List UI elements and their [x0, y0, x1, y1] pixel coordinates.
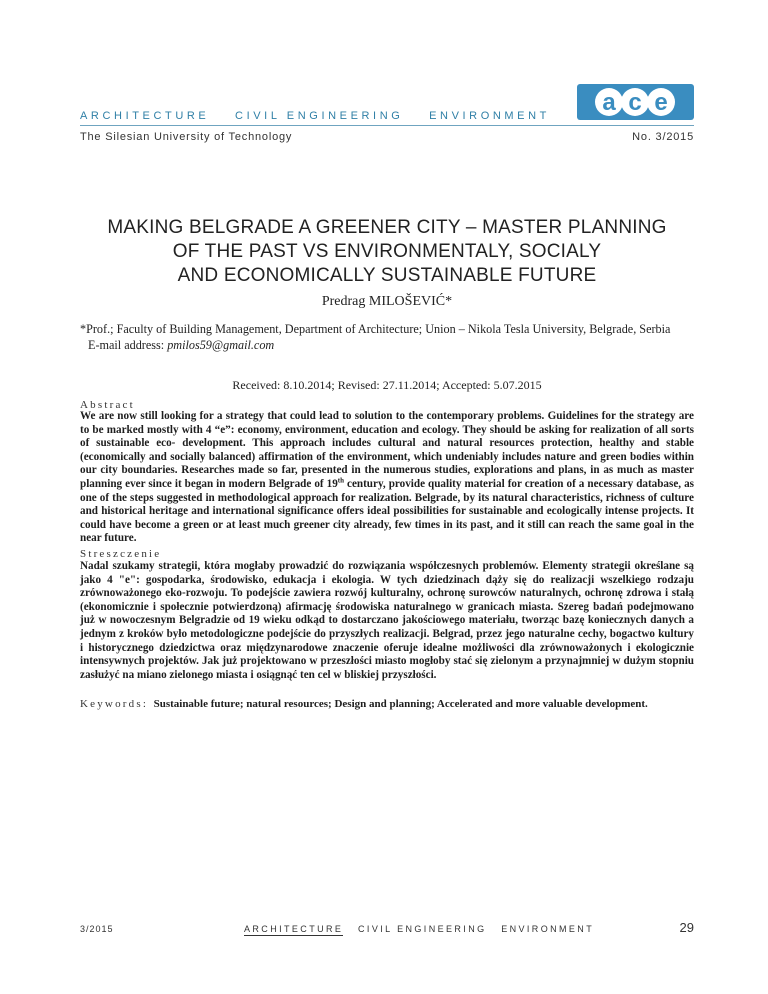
abstract-part-1: We are now still looking for a strategy that could lead to solution to the contemporary problems. Guidelines for the strategy are to be marked mostly with 4 “e”: economy, environment, education and ecology. They should be asking for realization of all sorts of sustainable eco- development. This approach includes cultural and natural resources protection, healthy and stable (economically and socially balanced) affirmation of the environment, which undeniably includes nature and green bodies within our city boundaries. Researches made so far, presented in the numerous studies, explorations and plans, in as much as master planning ever since it began in modern Belgrade of 19: [80, 410, 694, 490]
page-number: 29: [679, 920, 694, 935]
issue-number: No. 3/2015: [632, 131, 694, 143]
university-name: The Silesian University of Technology: [80, 131, 293, 143]
keywords-label: Keywords:: [80, 698, 149, 710]
footer-environment: ENVIRONMENT: [501, 924, 595, 934]
header-rule: [80, 125, 694, 126]
abstract-superscript: th: [337, 476, 344, 485]
email-line: [80, 337, 720, 353]
footer-issue: 3/2015: [80, 924, 114, 934]
footer-architecture: ARCHITECTURE: [244, 924, 344, 934]
keywords: [80, 698, 720, 710]
abstract-text: [80, 410, 694, 546]
affiliation-line: *Prof.; Faculty of Building Management, Department of Architecture; Union – Nikola Tesla University, Belgrade, Serbia: [80, 322, 671, 336]
category-environment: ENVIRONMENT: [429, 110, 550, 122]
streszczenie-text: Nadal szukamy strategii, która mogłaby prowadzić do rozwiązania współczesnych problemów. Elementy strategii określane są jako 4 "e": gospodarka, środowisko, edukacja i ekologia. W tych dziedzinach dąży się do realizacji wszelkiego rodzaju zrównoważonego eko-rozwoju. To podejście zawiera rozwój kulturalny, ochronę surowców naturalnych, ochronę zdrowa i stałą (ekonomicznie i społecznie potwierdzoną) afirmację środowiska naturalnego w granicach miasta. Szereg badań podejmowano już w nowoczesnym Belgradzie od 19 wieku odkąd to dostarczano jakościowego materiału, tworząc bazę koniecznych danych a jednym z kroków było metodologiczne podejście do przyszłych realizacji. Belgrad, przez jego naturalne cechy, bogactwo kultury i historycznego dziedzictwa oraz międzynarodowe znaczenie oferuje idealne możliwości dla zrównoważonych i ekologicznie intensywnych projektów. Jak już projektowano w przeszłości miasto mogłoby stać się zielonym a przynajmniej w dużym stopniu zasłużyć na miano zielonego miasta i osiągnąć ten cel w bliskiej przyszłości.: [80, 560, 694, 681]
svg-text:e: e: [654, 89, 668, 116]
keywords-text: Sustainable future; natural resources; Design and planning; Accelerated and more valuable development.: [153, 698, 648, 710]
title-line-2: OF THE PAST VS ENVIRONMENTALY, SOCIALY: [172, 241, 602, 262]
title-line-1: MAKING BELGRADE A GREENER CITY – MASTER PLANNING: [107, 217, 667, 238]
journal-logo: [577, 84, 694, 120]
category-architecture: ARCHITECTURE: [80, 110, 210, 122]
abstract-heading: Abstract: [80, 399, 135, 411]
journal-categories: [80, 110, 550, 122]
email-label: E-mail address:: [88, 338, 168, 352]
email-address[interactable]: pmilos59@gmail.com: [167, 338, 275, 352]
svg-text:a: a: [602, 89, 616, 116]
category-civil-engineering: CIVIL ENGINEERING: [235, 110, 404, 122]
svg-text:c: c: [628, 89, 642, 116]
abstract-part-2: century, provide quality material for creation of a necessary database, as one of the steps suggested in methodological approach for realization. Belgrade, by its natural characteristics, richness of culture and historical heritage and international significance offers ideal possibilities for sustainable and ecologically intense projects. It could have become a green or at least much greener city already, few times in its past, and it still can reach the same goal in the near future.: [80, 477, 694, 545]
footer-journal: [244, 924, 594, 934]
affiliation: [80, 321, 720, 353]
submission-dates: Received: 8.10.2014; Revised: 27.11.2014; Accepted: 5.07.2015: [232, 378, 542, 392]
author-name: Predrag MILOŠEVIĆ*: [321, 294, 453, 309]
title-line-3: AND ECONOMICALLY SUSTAINABLE FUTURE: [177, 265, 597, 286]
footer-civil-engineering: CIVIL ENGINEERING: [358, 924, 487, 934]
paper-title: [80, 216, 694, 288]
streszczenie-heading: Streszczenie: [80, 548, 162, 560]
